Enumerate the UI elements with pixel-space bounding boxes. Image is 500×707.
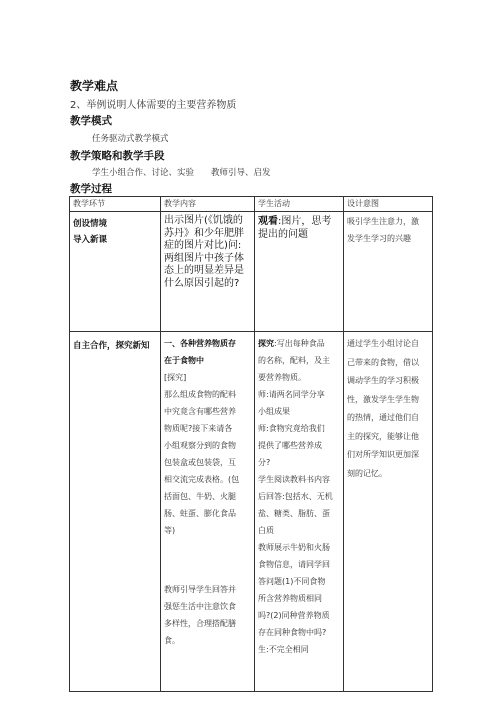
row2-content-line: 物质呢?接下来请各	[164, 424, 233, 433]
row2-activity-line: 的名称，配料，及主	[258, 356, 330, 365]
row1-content-line: 两组图片中孩子体	[164, 252, 244, 264]
row2-content-line: 那么组成食物的配料	[164, 390, 236, 399]
table-row	[70, 212, 433, 332]
row2-intent-line: 己带来的食物，借以	[347, 357, 419, 367]
row1-stage-cell	[70, 212, 161, 332]
row2-intent-line: 性，激发学生学生物	[347, 394, 419, 404]
mode-title: 教学模式	[70, 115, 112, 127]
row2-intent-cell	[344, 332, 433, 692]
row2-content-line: 肠、蛀蛋、膨化食品	[164, 509, 236, 518]
row2-activity-line: 存在同种食物中吗?	[258, 628, 327, 637]
row2-intent-line: 调动学生的学习积极	[347, 376, 419, 385]
row1-intent-cell	[344, 212, 433, 332]
row2-activity-cell	[255, 332, 344, 692]
row2-content-line: 相交流完成表格。(包	[164, 475, 240, 484]
row2-activity-line: 盐、糖类、脂肪、蛋	[258, 509, 330, 518]
table-row	[70, 332, 433, 692]
difficulty-text: 2、举例说明人体需要的主要营养物质	[70, 100, 237, 111]
table-header-row	[70, 197, 433, 212]
row1-content-line: 态上的明显差异是	[164, 265, 244, 276]
mode-text: 任务驱动式教学模式	[92, 134, 169, 144]
lesson-process-table	[69, 196, 433, 692]
row2-activity-line: 食物信息，请同学回	[258, 560, 330, 569]
row2-intent-line: 的热情，通过他们自	[347, 413, 419, 422]
row2-activity-keyword: 探究	[258, 339, 274, 348]
row2-content-line: [探究]	[164, 373, 187, 382]
row2-activity-line: 师:食物究竟给我们	[258, 424, 325, 433]
row2-activity-line: 提供了哪些营养成	[258, 441, 322, 450]
row2-content-title: 一、各种营养物质存	[164, 339, 236, 348]
header-content: 教学内容	[161, 197, 255, 212]
row1-stage-line: 导入新课	[73, 235, 108, 245]
row2-intent-line: 们对所学知识更加深	[347, 450, 419, 459]
row2-content-line: 中究竟含有哪些营养	[164, 407, 236, 416]
header-intent: 设计意图	[344, 197, 433, 212]
row1-intent-line: 吸引学生注意力，激	[347, 217, 419, 226]
row1-intent-line: 发学生学习的兴趣	[347, 234, 411, 243]
row2-content-title: 在于食物中	[164, 356, 204, 365]
row2-activity-line: 小组成果	[258, 407, 290, 416]
row1-content-line: 症的图片对比)问:	[164, 240, 242, 251]
process-title: 教学过程	[70, 183, 112, 195]
row2-activity-line: 白质	[258, 526, 274, 535]
row2-content-line: 等)	[164, 526, 176, 535]
header-stage: 教学环节	[70, 197, 161, 212]
header-activity: 学生活动	[255, 197, 344, 212]
row1-activity-cell	[255, 212, 344, 332]
row2-content-cell	[161, 332, 255, 692]
row2-activity-line: 吗?(2)同种营养物质	[258, 611, 330, 620]
row2-activity-line: 所含营养物质相同	[258, 594, 322, 603]
row2-activity-line: 教师展示牛奶和火肠	[258, 543, 330, 552]
row2-intent-line: 刻的记忆。	[347, 468, 387, 478]
row2-activity-line: 要营养物质。	[258, 373, 306, 382]
row2-activity-line: 后回答:包括水、无机	[258, 492, 333, 501]
row2-intent-line: 主的探究，能够让他	[347, 431, 419, 441]
row2-activity-text: :写出每种食品	[274, 339, 325, 348]
row2-content-line: 强惩生活中注意饮食	[164, 602, 236, 611]
row2-intent-line: 通过学生小组讨论自	[347, 339, 419, 348]
row1-content-line: 什么原因引起的?	[164, 277, 240, 289]
row1-stage-line: 创设情境	[73, 219, 108, 229]
row2-content-line: 括面包、牛奶、火腿	[164, 492, 236, 501]
row2-activity-line: 师:请两名同学分享	[258, 390, 325, 399]
row1-content-line: 苏丹》和少年肥胖	[164, 227, 244, 239]
row1-content-cell	[161, 212, 255, 332]
row2-activity-line: 答问题(1)不同食物	[258, 577, 326, 586]
row2-content-line: 小组观察分到的食物	[164, 441, 236, 450]
row1-activity-text: :图片，思考	[278, 216, 332, 227]
row2-activity-line: 分?	[258, 458, 271, 467]
strategy-title: 教学策略和教学手段	[70, 150, 165, 162]
row2-content-line: 教师引导学生回答并	[164, 585, 236, 594]
row2-stage-cell	[70, 332, 161, 692]
row2-activity-line: 学生阅读教料书内容	[258, 475, 330, 484]
row2-stage-text: 自主合作，探究新知	[73, 341, 150, 351]
difficulty-title: 教学难点	[70, 79, 119, 93]
row2-content-line: 多样性，合理搭配膳	[164, 619, 236, 628]
row1-content-line: 出示图片(《饥饿的	[164, 215, 243, 226]
row2-activity-line: 生:不完全相同	[258, 645, 309, 654]
row2-content-line: 包装盒或包装袋，互	[164, 458, 236, 467]
row1-activity-keyword: 观看	[258, 216, 278, 227]
strategy-text: 学生小组合作、讨论、实验 教师引导、启发	[92, 168, 271, 178]
row2-content-line: 食。	[164, 636, 180, 645]
row1-activity-line: 提出的问题	[258, 229, 308, 240]
